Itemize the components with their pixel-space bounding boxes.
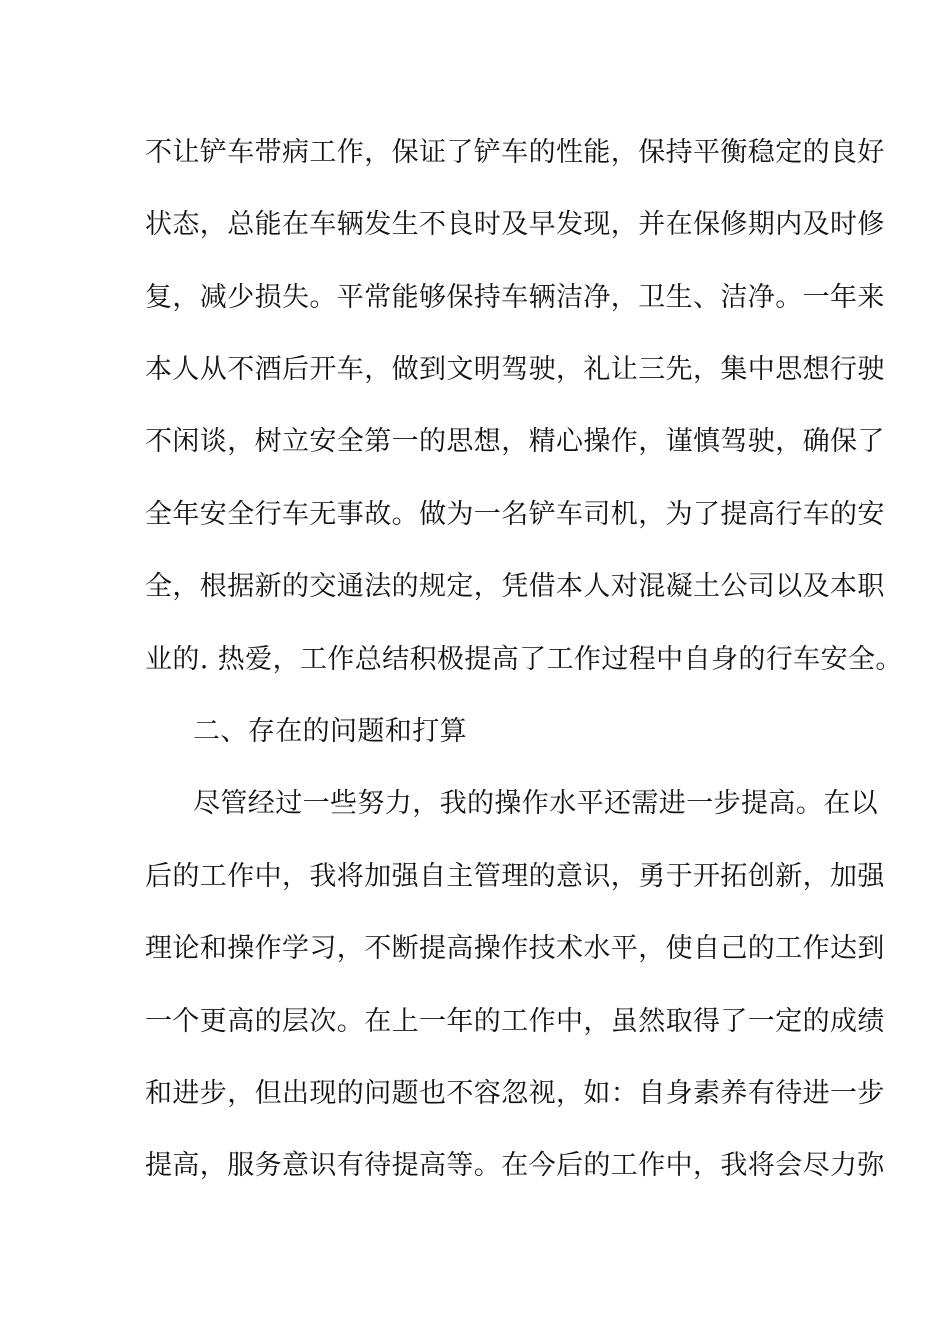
body-text-line: 理论和操作学习，不断提高操作技术水平，使自己的工作达到 bbox=[145, 933, 885, 964]
body-text-line: 后的工作中，我将加强自主管理的意识，勇于开拓创新，加强 bbox=[145, 861, 885, 892]
body-text-line: 不闲谈，树立安全第一的思想，精心操作，谨慎驾驶，确保了 bbox=[145, 426, 885, 457]
body-text-line: 全，根据新的交通法的规定，凭借本人对混凝土公司以及本职 bbox=[145, 571, 885, 602]
body-text-line: 和进步，但出现的问题也不容忽视，如：自身素养有待进一步 bbox=[145, 1078, 885, 1109]
body-text-line: 全年安全行车无事故。做为一名铲车司机，为了提高行车的安 bbox=[145, 499, 885, 530]
section-heading: 二、存在的问题和打算 bbox=[193, 716, 467, 747]
body-text-line: 提高，服务意识有待提高等。在今后的工作中，我将会尽力弥 bbox=[145, 1150, 885, 1181]
body-text-line: 尽管经过一些努力，我的操作水平还需进一步提高。在以 bbox=[193, 788, 878, 819]
body-text-line: 一个更高的层次。在上一年的工作中，虽然取得了一定的成绩 bbox=[145, 1006, 885, 1037]
body-text-line: 业的. 热爱，工作总结积极提高了工作过程中自身的行车安全。 bbox=[145, 644, 903, 675]
body-text-line: 状态，总能在车辆发生不良时及早发现，并在保修期内及时修 bbox=[145, 209, 885, 240]
body-text-line: 不让铲车带病工作，保证了铲车的性能，保持平衡稳定的良好 bbox=[145, 137, 885, 168]
body-text-line: 本人从不酒后开车，做到文明驾驶，礼让三先，集中思想行驶 bbox=[145, 354, 885, 385]
body-text-line: 复，减少损失。平常能够保持车辆洁净，卫生、洁净。一年来 bbox=[145, 282, 885, 313]
